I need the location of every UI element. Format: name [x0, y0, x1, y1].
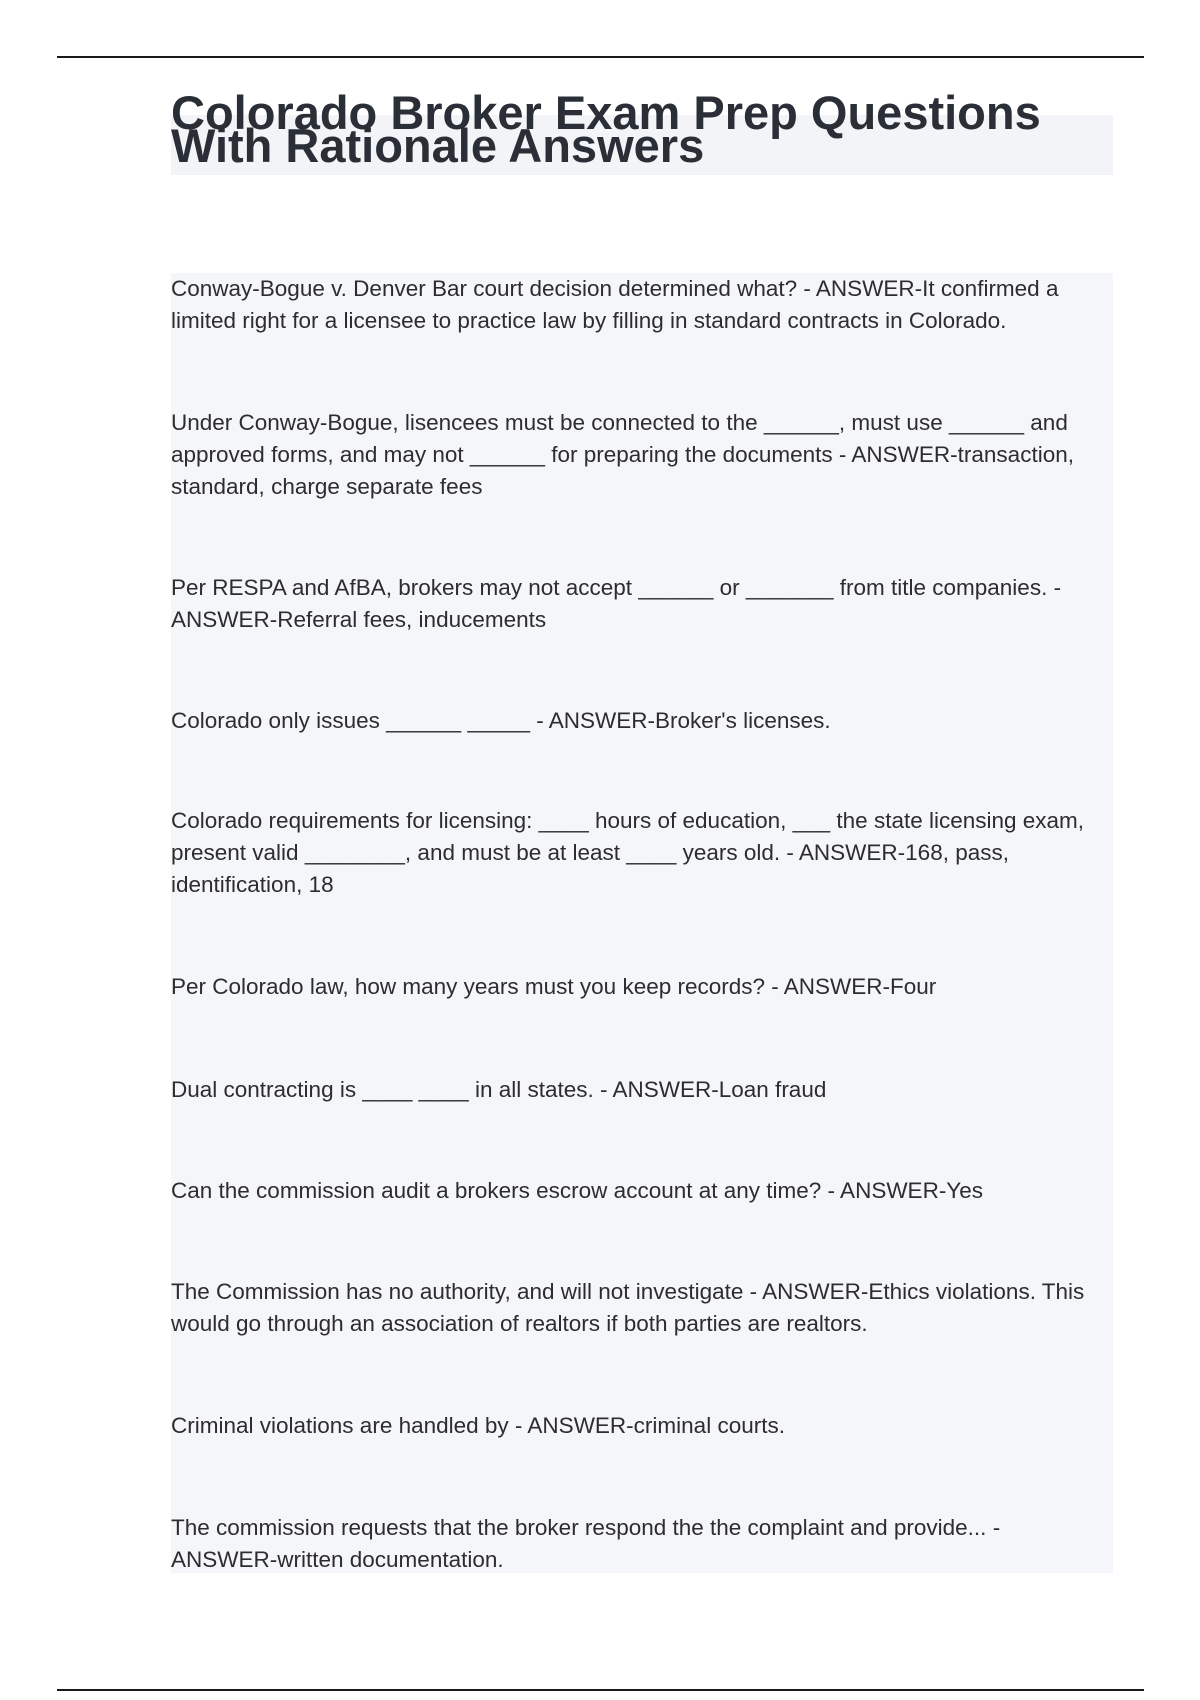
qa-item-7: Dual contracting is ____ ____ in all states. - ANSWER-Loan fraud	[171, 1077, 827, 1102]
qa-item-1: Conway-Bogue v. Denver Bar court decision determined what? - ANSWER-It confirmed a limited right for a licensee to practice law by filling in standard contracts in Colorado.	[171, 276, 1059, 333]
document-title: Colorado Broker Exam Prep Questions With Rationale Answers	[171, 86, 1041, 172]
top-rule	[57, 56, 1144, 58]
bottom-rule	[57, 1689, 1144, 1691]
qa-item-2: Under Conway-Bogue, lisencees must be connected to the ______, must use ______ and approved forms, and may not ______ for preparing the documents - ANSWER-transaction, standard, charge separate fees	[171, 410, 1074, 499]
qa-item-3: Per RESPA and AfBA, brokers may not accept ______ or _______ from title companies. - ANSWER-Referral fees, inducements	[171, 575, 1062, 632]
qa-item-9: The Commission has no authority, and will not investigate - ANSWER-Ethics violations. This would go through an association of realtors if both parties are realtors.	[171, 1279, 1085, 1336]
qa-item-10: Criminal violations are handled by - ANSWER-criminal courts.	[171, 1413, 785, 1438]
qa-item-11: The commission requests that the broker respond the the complaint and provide... - ANSWER-written documentation.	[171, 1515, 1001, 1572]
qa-item-4: Colorado only issues ______ _____ - ANSWER-Broker's licenses.	[171, 708, 831, 733]
qa-item-6: Per Colorado law, how many years must you keep records? - ANSWER-Four	[171, 974, 937, 999]
qa-item-5: Colorado requirements for licensing: ____ hours of education, ___ the state licensing exam, present valid ________, and must be at least ____ years old. - ANSWER-168, pass, identification, 18	[171, 808, 1085, 897]
qa-item-8: Can the commission audit a brokers escrow account at any time? - ANSWER-Yes	[171, 1178, 984, 1203]
